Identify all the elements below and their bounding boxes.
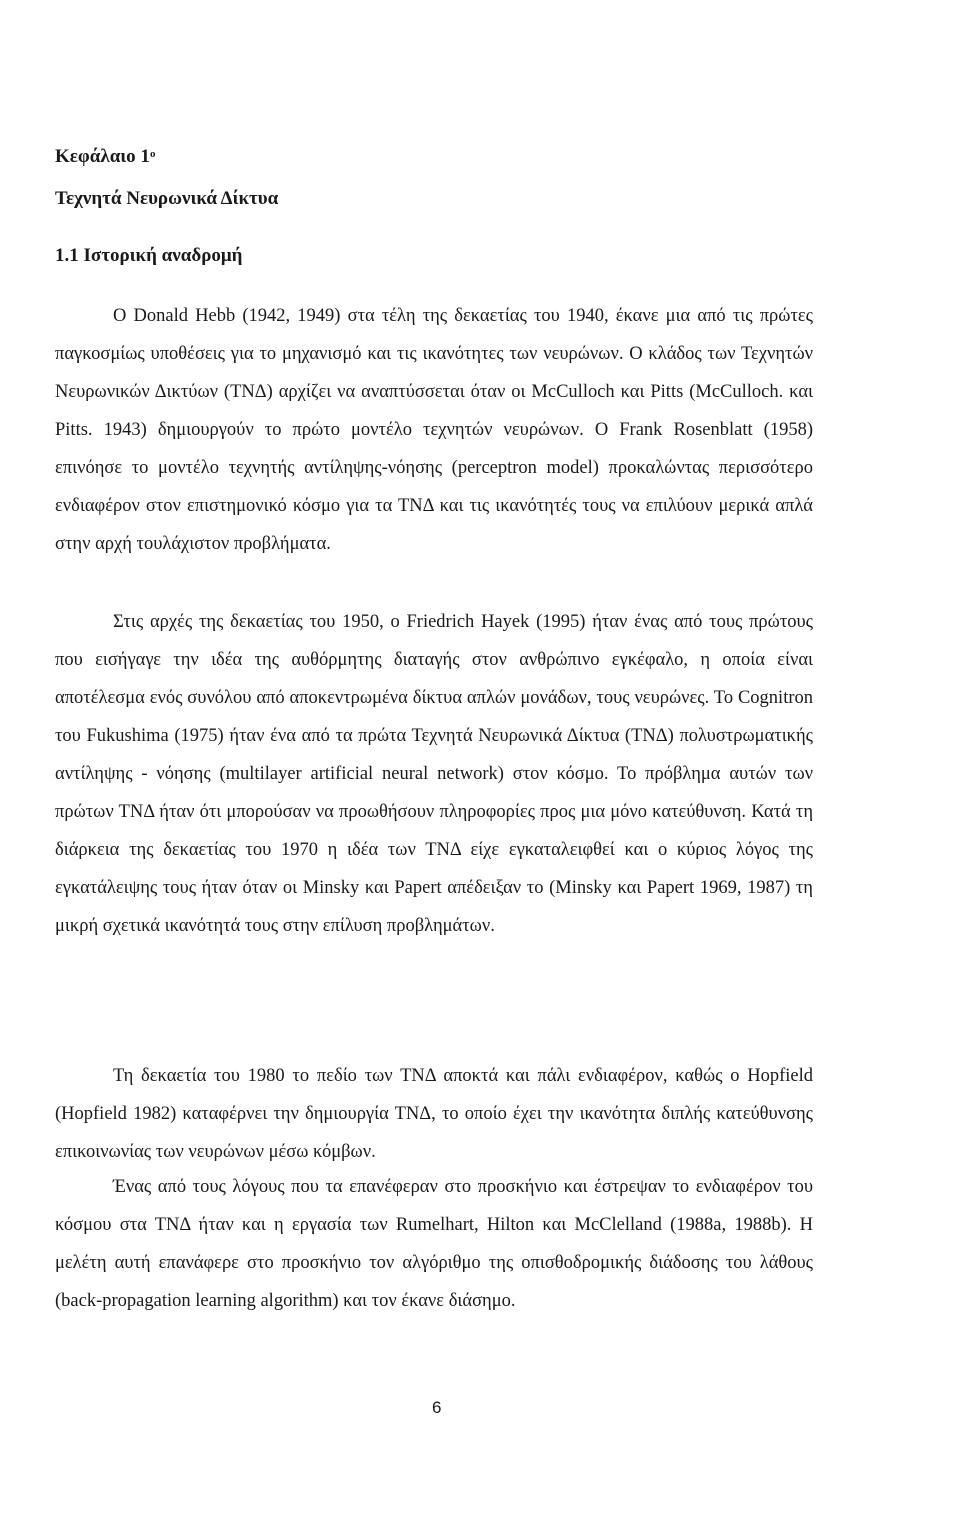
page-number: 6 xyxy=(432,1398,442,1417)
paragraph-4-block xyxy=(55,1168,813,1320)
paragraph-4: Ένας από τους λόγους που τα επανέφεραν στο προσκήνιο και έστρεψαν το ενδιαφέρον του κόσμου στα ΤΝΔ ήταν και η εργασία των Rumelhart, Hilton και McClelland (1988a, 1988b). Η μελέτη αυτή επανάφερε στο προσκήνιο τον αλγόριθμο της οπισθοδρομικής διάδοσης του λάθους (back-propagation learning algorithm) και τον έκανε διάσημο. xyxy=(55,1177,813,1311)
chapter-superscript: ο xyxy=(149,148,156,160)
paragraph-2: Στις αρχές της δεκαετίας του 1950, ο Friedrich Hayek (1995) ήταν ένας από τους πρώτους που εισήγαγε την ιδέα της αυθόρμητης διαταγής στον ανθρώπινο εγκέφαλο, η οποία είναι αποτέλεσμα ενός συνόλου από αποκεντρωμένα δίκτυα απλών μονάδων, τους νευρώνες. Το Cognitron του Fukushima (1975) ήταν ένα από τα πρώτα Τεχνητά Νευρωνικά Δίκτυα (ΤΝΔ) πολυστρωματικής αντίληψης - νόησης (multilayer artificial neural network) στον κόσμο. Το πρόβλημα αυτών των πρώτων ΤΝΔ ήταν ότι μπορούσαν να προωθήσουν πληροφορίες προς μια μόνο κατεύθυνση. Κατά τη διάρκεια της δεκαετίας του 1970 η ιδέα των ΤΝΔ είχε εγκαταλειφθεί και ο κύριος λόγος της εγκατάλειψης τους ήταν όταν οι Minsky και Papert απέδειξαν το (Minsky και Papert 1969, 1987) τη μικρή σχετικά ικανότητά τους στην επίλυση προβλημάτων. xyxy=(55,612,813,936)
chapter-title: Τεχνητά Νευρωνικά Δίκτυα xyxy=(55,188,279,209)
paragraph-1: Ο Donald Hebb (1942, 1949) στα τέλη της δεκαετίας του 1940, έκανε μια από τις πρώτες παγκοσμίως υποθέσεις για το μηχανισμό και τις ικανότητες των νευρώνων. Ο κλάδος των Τεχνητών Νευρωνικών Δικτύων (ΤΝΔ) αρχίζει να αναπτύσσεται όταν οι McCulloch και Pitts (McCulloch. και Pitts. 1943) δημιουργούν το πρώτο μοντέλο τεχνητών νευρώνων. Ο Frank Rosenblatt (1958) επινόησε το μοντέλο τεχνητής αντίληψης-νόησης (perceptron model) προκαλώντας περισσότερο ενδιαφέρον στον επιστημονικό κόσμο για τα ΤΝΔ και τις ικανότητές τους να επιλύουν μερικά απλά στην αρχή τουλάχιστον προβλήματα. xyxy=(55,306,813,554)
paragraph-3-block xyxy=(55,1057,813,1171)
chapter-heading xyxy=(55,145,155,169)
paragraph-3: Τη δεκαετία του 1980 το πεδίο των ΤΝΔ αποκτά και πάλι ενδιαφέρον, καθώς ο Hopfield (Hopfield 1982) καταφέρνει την δημιουργία ΤΝΔ, το οποίο έχει την ικανότητα διπλής κατεύθυνσης επικοινωνίας των νευρώνων μέσω κόμβων. xyxy=(55,1066,813,1162)
section-title: 1.1 Ιστορική αναδρομή xyxy=(55,245,243,266)
paragraph-2-block xyxy=(55,603,813,945)
chapter-label: Κεφάλαιο 1 xyxy=(55,146,150,167)
paragraph-1-block xyxy=(55,297,813,563)
